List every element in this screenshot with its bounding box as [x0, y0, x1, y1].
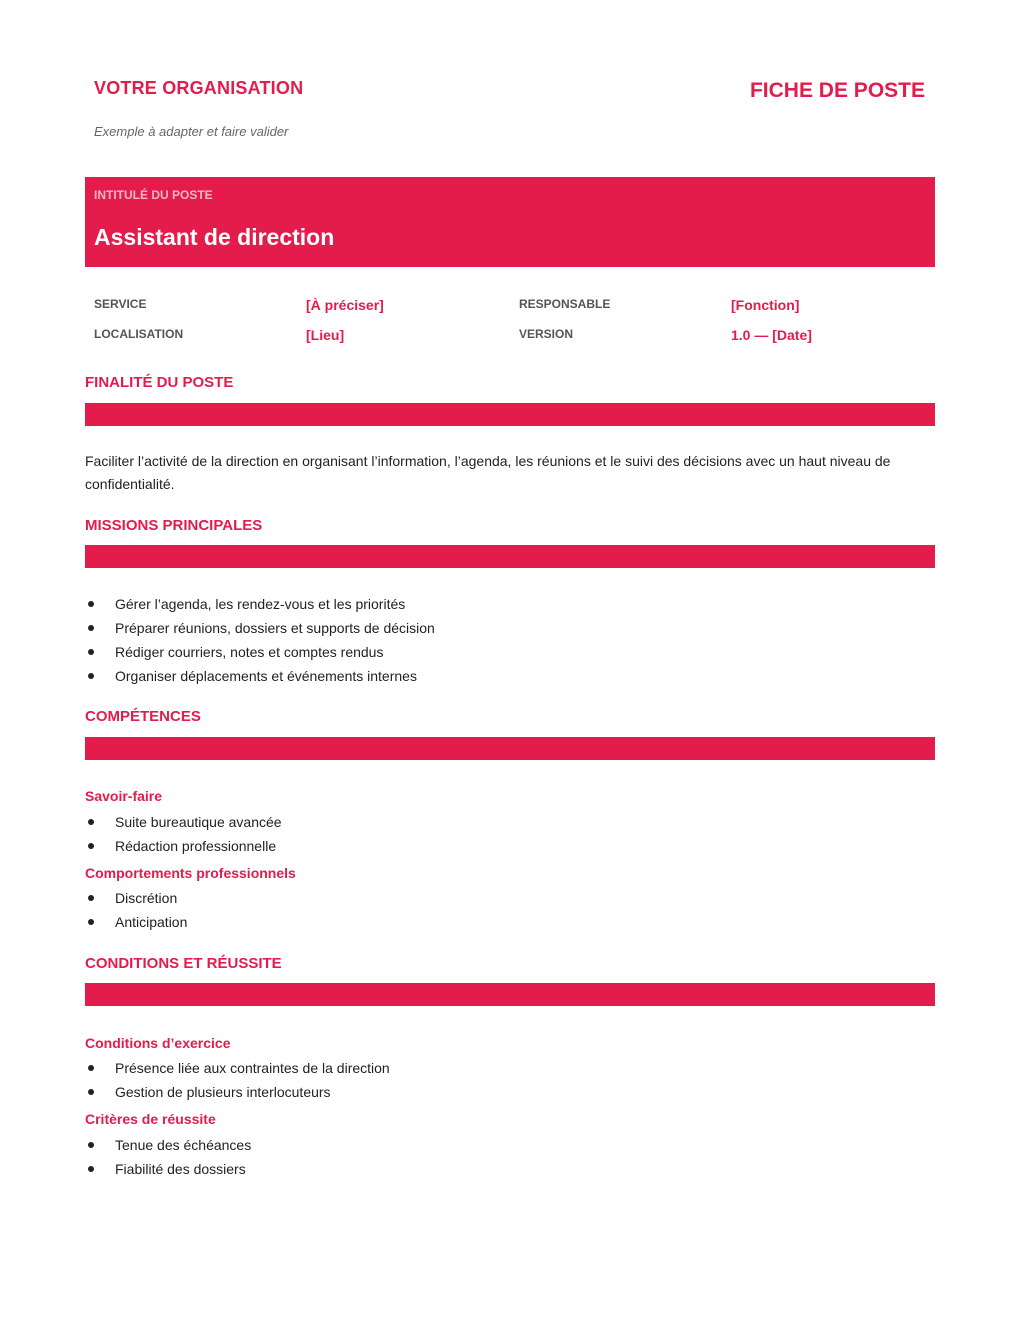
list-item-text: Rédaction professionnelle: [115, 838, 277, 854]
list-item-text: Présence liée aux contraintes de la direction: [115, 1060, 390, 1076]
section-heading-missions: MISSIONS PRINCIPALES: [85, 517, 263, 534]
service-label: SERVICE: [94, 297, 147, 311]
version-label: VERSION: [519, 327, 574, 341]
localisation-label: LOCALISATION: [94, 327, 184, 341]
list-item-text: Préparer réunions, dossiers et supports de décision: [115, 620, 435, 636]
bullet-icon: [88, 919, 94, 925]
localisation-value: [Lieu]: [306, 327, 345, 343]
bullet-icon: [88, 843, 94, 849]
bullet-icon: [88, 1065, 94, 1071]
responsable-value: [Fonction]: [731, 297, 800, 313]
responsable-label: RESPONSABLE: [519, 297, 611, 311]
finalite-text: Faciliter l’activité de la direction en organisant l’information, l’agenda, les réunions et le suivi des décisions avec un haut niveau de confidentialité.: [85, 453, 891, 492]
job-title-label: INTITULÉ DU POSTE: [94, 188, 213, 202]
document-type: FICHE DE POSTE: [749, 79, 925, 102]
subheading-comportements: Comportements professionnels: [85, 865, 296, 881]
list-item-text: Rédiger courriers, notes et comptes rendus: [115, 644, 384, 660]
bullet-icon: [88, 625, 94, 631]
job-title-band: [85, 177, 935, 267]
list-item-text: Anticipation: [115, 914, 188, 930]
list-item-text: Gérer l’agenda, les rendez-vous et les priorités: [115, 596, 406, 612]
section-heading-competences: COMPÉTENCES: [85, 708, 201, 725]
bullet-icon: [88, 1142, 94, 1148]
bullet-icon: [88, 819, 94, 825]
section-divider-bar: [85, 737, 935, 760]
subheading-criteres-reussite: Critères de réussite: [85, 1111, 216, 1127]
organization-name: VOTRE ORGANISATION: [94, 78, 304, 98]
section-divider-bar: [85, 403, 935, 426]
list-item-text: Discrétion: [115, 890, 178, 906]
subheading-conditions-exercice: Conditions d’exercice: [85, 1035, 231, 1051]
list-item-text: Organiser déplacements et événements internes: [115, 668, 417, 684]
version-value: 1.0 — [Date]: [731, 327, 812, 343]
bullet-icon: [88, 1089, 94, 1095]
bullet-icon: [88, 1166, 94, 1172]
service-value: [À préciser]: [306, 297, 384, 313]
subheading-savoir-faire: Savoir-faire: [85, 788, 163, 804]
list-item-text: Tenue des échéances: [115, 1137, 252, 1153]
section-heading-conditions: CONDITIONS ET RÉUSSITE: [85, 955, 282, 972]
job-title: Assistant de direction: [94, 224, 335, 250]
bullet-icon: [88, 673, 94, 679]
bullet-icon: [88, 601, 94, 607]
list-item-text: Fiabilité des dossiers: [115, 1161, 246, 1177]
bullet-icon: [88, 895, 94, 901]
section-divider-bar: [85, 983, 935, 1006]
document-subtitle: Exemple à adapter et faire valider: [94, 124, 289, 139]
list-item-text: Suite bureautique avancée: [115, 814, 282, 830]
section-heading-finalite: FINALITÉ DU POSTE: [85, 374, 234, 391]
list-item-text: Gestion de plusieurs interlocuteurs: [115, 1084, 331, 1100]
section-divider-bar: [85, 545, 935, 568]
bullet-icon: [88, 649, 94, 655]
